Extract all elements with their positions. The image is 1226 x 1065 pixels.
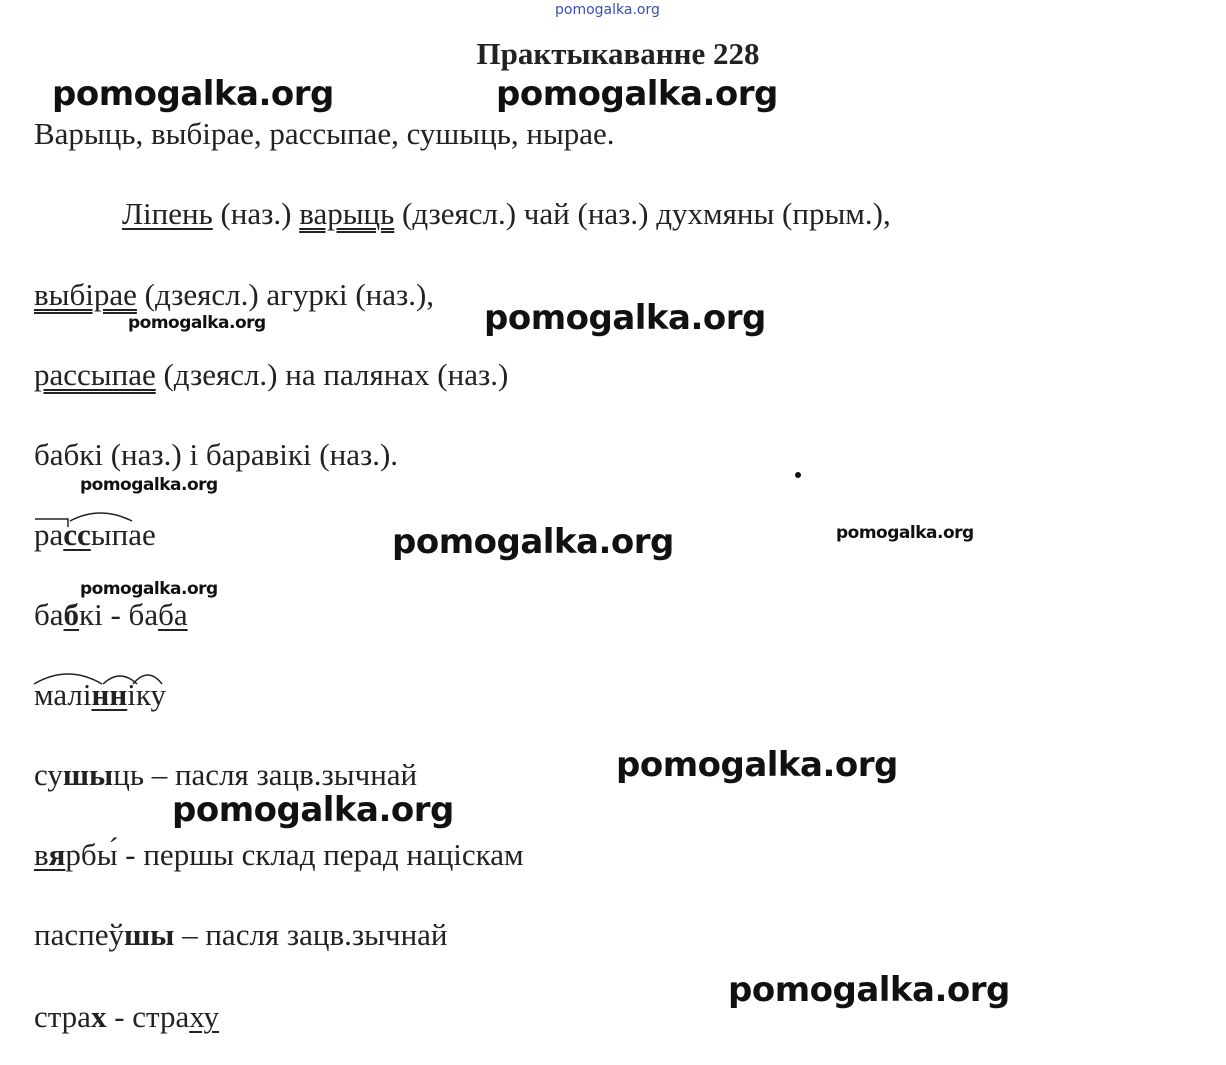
- word-part: ба: [34, 597, 64, 632]
- word-part: ыпае: [90, 517, 156, 552]
- watermark: pomogalka.org: [392, 522, 674, 562]
- highlighted-letters: сс: [63, 517, 91, 552]
- highlighted-letters: х: [90, 999, 107, 1034]
- word-part: в: [34, 837, 49, 872]
- watermark: pomogalka.org: [172, 790, 454, 830]
- watermark: pomogalka.org: [80, 475, 218, 495]
- word-part: іку: [127, 677, 167, 712]
- watermark: pomogalka.org: [52, 74, 334, 114]
- sentence-text: (дзеясл.) чай (наз.) духмяны (прым.),: [394, 196, 891, 231]
- word-part: малі: [34, 677, 92, 712]
- watermark: pomogalka.org: [128, 313, 266, 333]
- word-part: рбы́ - першы склад перад націскам: [65, 837, 524, 872]
- predicate-word: варыць: [299, 196, 395, 231]
- watermark: pomogalka.org: [484, 298, 766, 338]
- ending-part: ху: [189, 999, 220, 1034]
- suffix-arc: [103, 676, 137, 684]
- sentence-line-4: бабкі (наз.) і баравікі (наз.).: [34, 437, 399, 472]
- word-part: - стра: [106, 999, 190, 1034]
- word-part: су: [34, 757, 63, 792]
- root-arc: [34, 674, 102, 684]
- word-part: паспеў: [34, 917, 124, 952]
- stray-dot: [795, 472, 801, 478]
- highlighted-letters: б: [63, 597, 80, 632]
- ending-part: ба: [158, 597, 188, 632]
- root-arc: [70, 513, 132, 521]
- watermark: pomogalka.org: [836, 523, 974, 543]
- word-part: – пасля зацв.зычнай: [174, 917, 448, 952]
- highlighted-letters: шы: [62, 757, 114, 792]
- site-url-header[interactable]: pomogalka.org: [555, 2, 660, 18]
- watermark: pomogalka.org: [616, 745, 898, 785]
- prefix-mark: [35, 519, 68, 527]
- word-part: ра: [34, 517, 64, 552]
- sentence-text: (дзеясл.) на палянах (наз.): [155, 357, 509, 392]
- predicate-word: рассыпае: [34, 357, 156, 392]
- watermark: pomogalka.org: [728, 970, 1010, 1010]
- suffix-arc: [133, 675, 162, 684]
- sentence-text: (дзеясл.) агуркі (наз.),: [136, 277, 435, 312]
- word-part: стра: [34, 999, 91, 1034]
- words-line: Варыць, выбірае, рассыпае, сушыць, нырае.: [34, 116, 615, 151]
- predicate-word: выбірае: [34, 277, 137, 312]
- highlighted-letters: я: [48, 837, 66, 872]
- watermark: pomogalka.org: [80, 579, 218, 599]
- subject-word: Ліпень: [122, 196, 213, 231]
- word-part: ць – пасля зацв.зычнай: [113, 757, 418, 792]
- sentence-text: (наз.): [212, 196, 300, 231]
- word-part: кі - ба: [79, 597, 159, 632]
- exercise-title: Практыкаванне 228: [476, 36, 760, 71]
- highlighted-letters: шы: [123, 917, 175, 952]
- highlighted-letters: нн: [91, 677, 128, 712]
- watermark: pomogalka.org: [496, 74, 778, 114]
